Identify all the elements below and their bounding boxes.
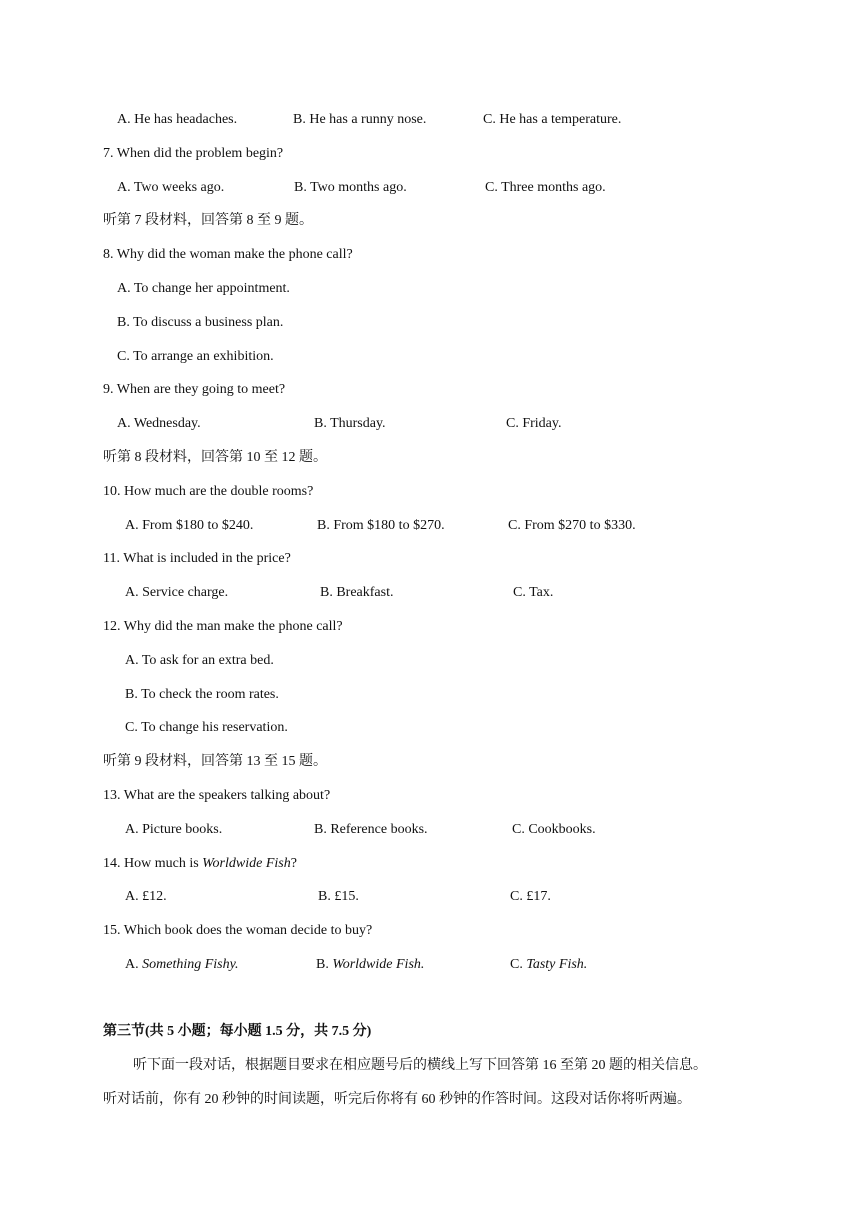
q15-option-a — [125, 956, 239, 974]
q15-option-b-title: Worldwide Fish. — [332, 957, 425, 972]
q10-option-a: A. From $180 to $240. — [125, 518, 254, 533]
q15-option-c-prefix: C. — [510, 957, 527, 972]
q14-option-a: A. £12. — [125, 889, 167, 904]
q10-option-b: B. From $180 to $270. — [317, 518, 445, 533]
q14-option-c: C. £17. — [510, 889, 551, 904]
q15-option-a-title: Something Fishy. — [142, 957, 239, 972]
q6-option-b: B. He has a runny nose. — [293, 112, 427, 127]
q8-option-b: B. To discuss a business plan. — [117, 315, 284, 330]
q6-option-c: C. He has a temperature. — [483, 112, 622, 127]
q6-option-a: A. He has headaches. — [117, 112, 238, 127]
q14-question-prefix: 14. How much is — [103, 856, 203, 871]
q15-option-b — [316, 956, 424, 974]
q15-question: 15. Which book does the woman decide to buy? — [103, 923, 373, 938]
q9-option-a: A. Wednesday. — [117, 416, 201, 431]
q15-option-a-prefix: A. — [125, 957, 143, 972]
q12-option-c: C. To change his reservation. — [125, 720, 288, 735]
q14-option-b: B. £15. — [318, 889, 359, 904]
q15-option-c-title: Tasty Fish. — [526, 957, 588, 972]
q12-option-b: B. To check the room rates. — [125, 687, 279, 702]
q9-question: 9. When are they going to meet? — [103, 382, 286, 397]
q12-question: 12. Why did the man make the phone call? — [103, 619, 343, 634]
q13-option-c: C. Cookbooks. — [512, 822, 596, 837]
section3-paragraph-line1: 听下面一段对话，根据题目要求在相应题号后的横线上写下回答第 16 至第 20 题的相关信息。 — [133, 1058, 707, 1073]
q7-question: 7. When did the problem begin? — [103, 146, 284, 161]
q11-option-b: B. Breakfast. — [320, 585, 394, 600]
q8-option-a: A. To change her appointment. — [117, 281, 290, 296]
q14-question — [103, 855, 297, 873]
q8-option-c: C. To arrange an exhibition. — [117, 349, 274, 364]
q14-question-suffix: ? — [290, 856, 297, 871]
q9-option-c: C. Friday. — [506, 416, 562, 431]
passage7-instruction: 听第 7 段材料，回答第 8 至 9 题。 — [103, 213, 313, 228]
passage8-instruction: 听第 8 段材料，回答第 10 至 12 题。 — [103, 450, 327, 465]
section3-heading: 第三节(共 5 小题；每小题 1.5 分，共 7.5 分) — [103, 1024, 372, 1039]
q10-question: 10. How much are the double rooms? — [103, 484, 314, 499]
q15-option-c — [510, 956, 587, 974]
q11-question: 11. What is included in the price? — [103, 551, 291, 566]
q13-question: 13. What are the speakers talking about? — [103, 788, 331, 803]
q7-option-a: A. Two weeks ago. — [117, 180, 225, 195]
q14-question-title: Worldwide Fish — [202, 856, 291, 871]
q15-option-b-prefix: B. — [316, 957, 333, 972]
q7-option-c: C. Three months ago. — [485, 180, 606, 195]
q7-option-b: B. Two months ago. — [294, 180, 407, 195]
q12-option-a: A. To ask for an extra bed. — [125, 653, 274, 668]
section3-paragraph-line2: 听对话前，你有 20 秒钟的时间读题，听完后你将有 60 秒钟的作答时间。这段对话你将听两遍。 — [103, 1092, 691, 1107]
passage9-instruction: 听第 9 段材料，回答第 13 至 15 题。 — [103, 754, 327, 769]
q11-option-c: C. Tax. — [513, 585, 554, 600]
q11-option-a: A. Service charge. — [125, 585, 229, 600]
q10-option-c: C. From $270 to $330. — [508, 518, 636, 533]
q9-option-b: B. Thursday. — [314, 416, 386, 431]
q8-question: 8. Why did the woman make the phone call? — [103, 247, 353, 262]
q13-option-b: B. Reference books. — [314, 822, 428, 837]
q13-option-a: A. Picture books. — [125, 822, 223, 837]
